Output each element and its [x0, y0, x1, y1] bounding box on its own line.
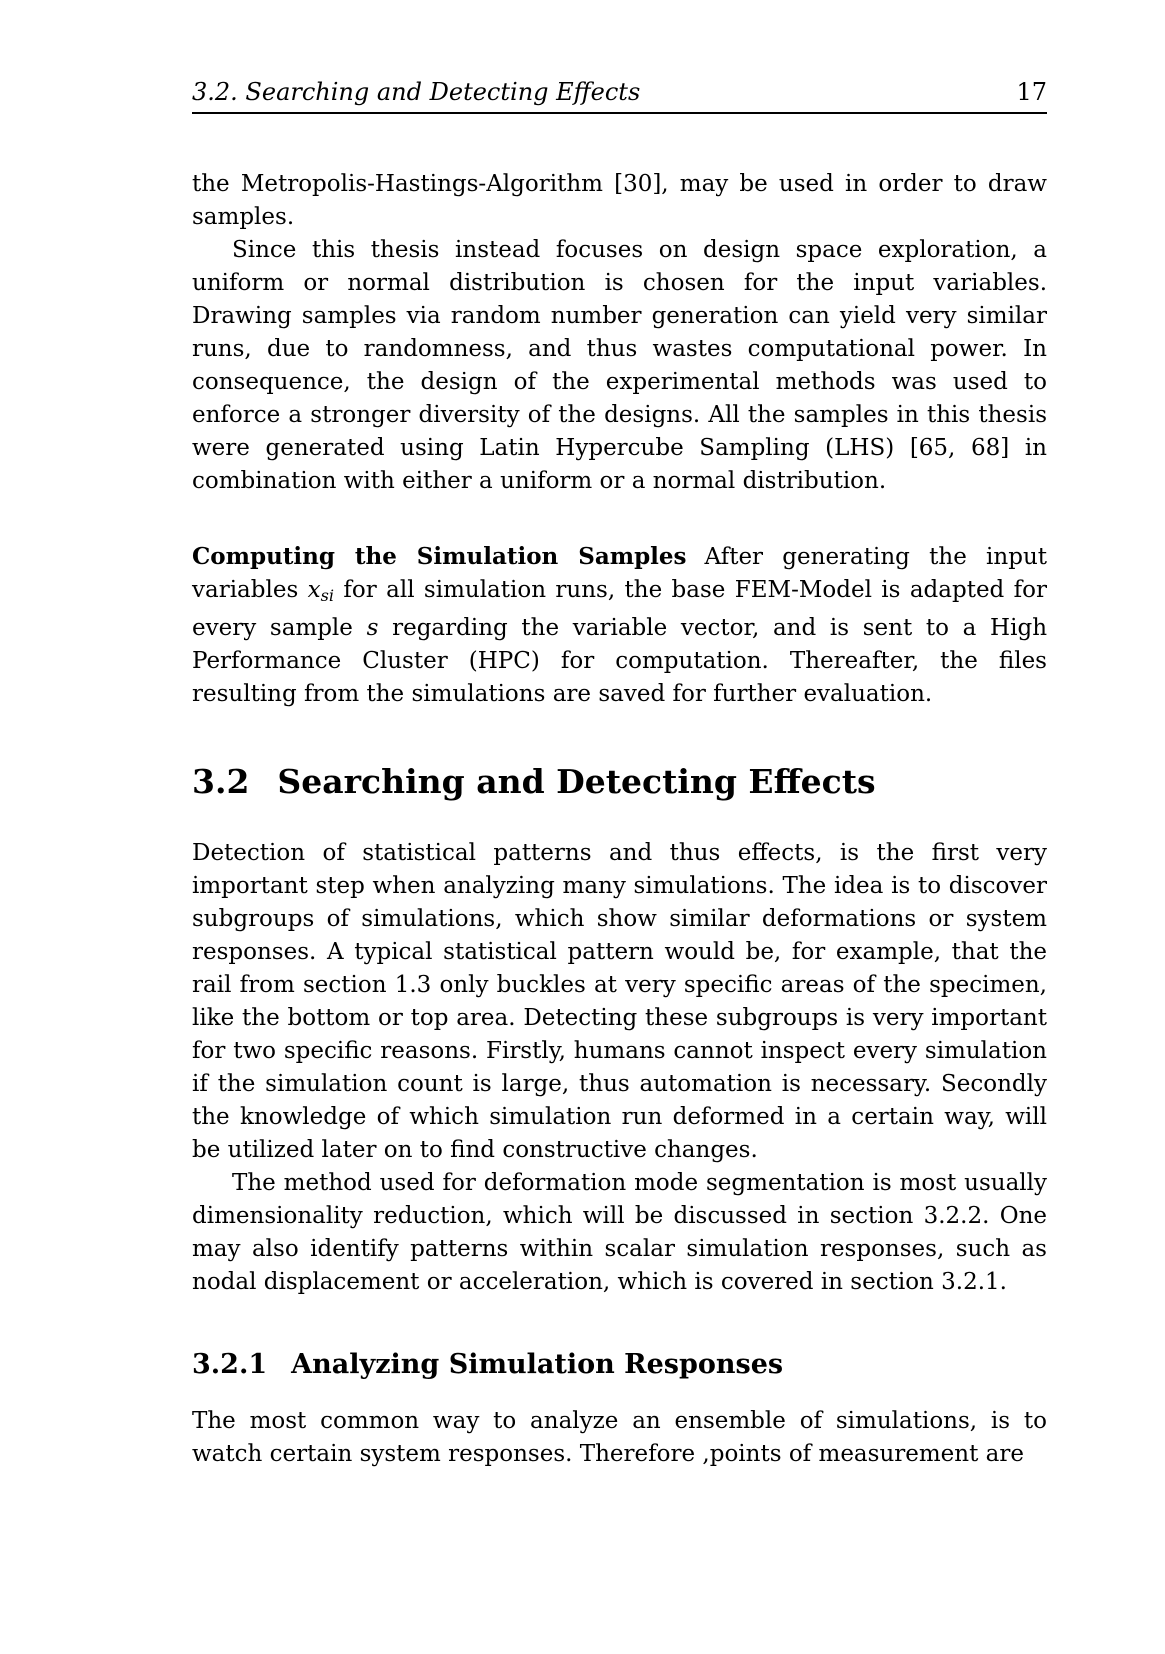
computing-text-3: regarding the variable vector, and is sent to a High Performance Cluster (HPC) for computation. Thereafter, the files resulting from the simulations are saved for further evaluation. [192, 615, 1048, 707]
paragraph-deformation-segmentation: The method used for deformation mode segmentation is most usually dimensionality reduction, which will be discussed in section 3.2.2. One may also identify patterns within scalar simulation responses, such as nodal displacement or acceleration, which is covered in section 3.2.1. [192, 1170, 1047, 1295]
section-heading-3-2 [192, 763, 1047, 801]
section-number: 3.2 [192, 762, 250, 801]
subsection-heading-3-2-1 [192, 1349, 1047, 1381]
header-page-number: 17 [1016, 78, 1047, 106]
paragraph-design-space-exploration: Since this thesis instead focuses on design space exploration, a uniform or normal distribution is chosen for the input variables. Drawing samples via random number generation can yield very similar runs, due to randomness, and thus wastes computational power. In consequence, the design of the experimental methods was used to enforce a stronger diversity of the designs. All the samples in this thesis were generated using Latin Hypercube Sampling (LHS) [65, 68] in combination with either a uniform or a normal distribution. [192, 237, 1047, 494]
subsection-title: Analyzing Simulation Responses [291, 1349, 784, 1380]
computing-text-2: for all simulation runs, the base FEM-Model is adapted for every sample [192, 577, 1047, 641]
paragraph-computing-samples [192, 540, 1047, 711]
computing-text-1: After generating the input variables [192, 544, 1047, 603]
text-column [192, 0, 1047, 1471]
paragraph-metropolis-hastings: the Metropolis-Hastings-Algorithm [30], may be used in order to draw samples. [192, 171, 1047, 230]
math-variable-x: x [307, 577, 321, 603]
paragraph-detection-patterns: Detection of statistical patterns and thus effects, is the first very important step when analyzing many simulations. The idea is to discover subgroups of simulations, which show similar deformations or system responses. A typical statistical pattern would be, for example, that the rail from section 1.3 only buckles at very specific areas of the specimen, like the bottom or top area. Detecting these subgroups is very important for two specific reasons. Firstly, humans cannot inspect every simulation if the simulation count is large, thus automation is necessary. Secondly the knowledge of which simulation run deformed in a certain way, will be utilized later on to find constructive changes. [192, 840, 1047, 1163]
subsection-number: 3.2.1 [192, 1349, 268, 1380]
running-header [192, 78, 1047, 114]
math-variable-s: s [366, 615, 379, 641]
math-subscript-si: si [320, 586, 335, 605]
header-section-title: 3.2. Searching and Detecting Effects [192, 78, 641, 106]
paragraph-analyzing-responses: The most common way to analyze an ensemble of simulations, is to watch certain system responses. Therefore ,points of measurement are [192, 1408, 1047, 1467]
section-title: Searching and Detecting Effects [277, 762, 876, 801]
runin-heading-computing-samples: Computing the Simulation Samples [192, 543, 687, 570]
